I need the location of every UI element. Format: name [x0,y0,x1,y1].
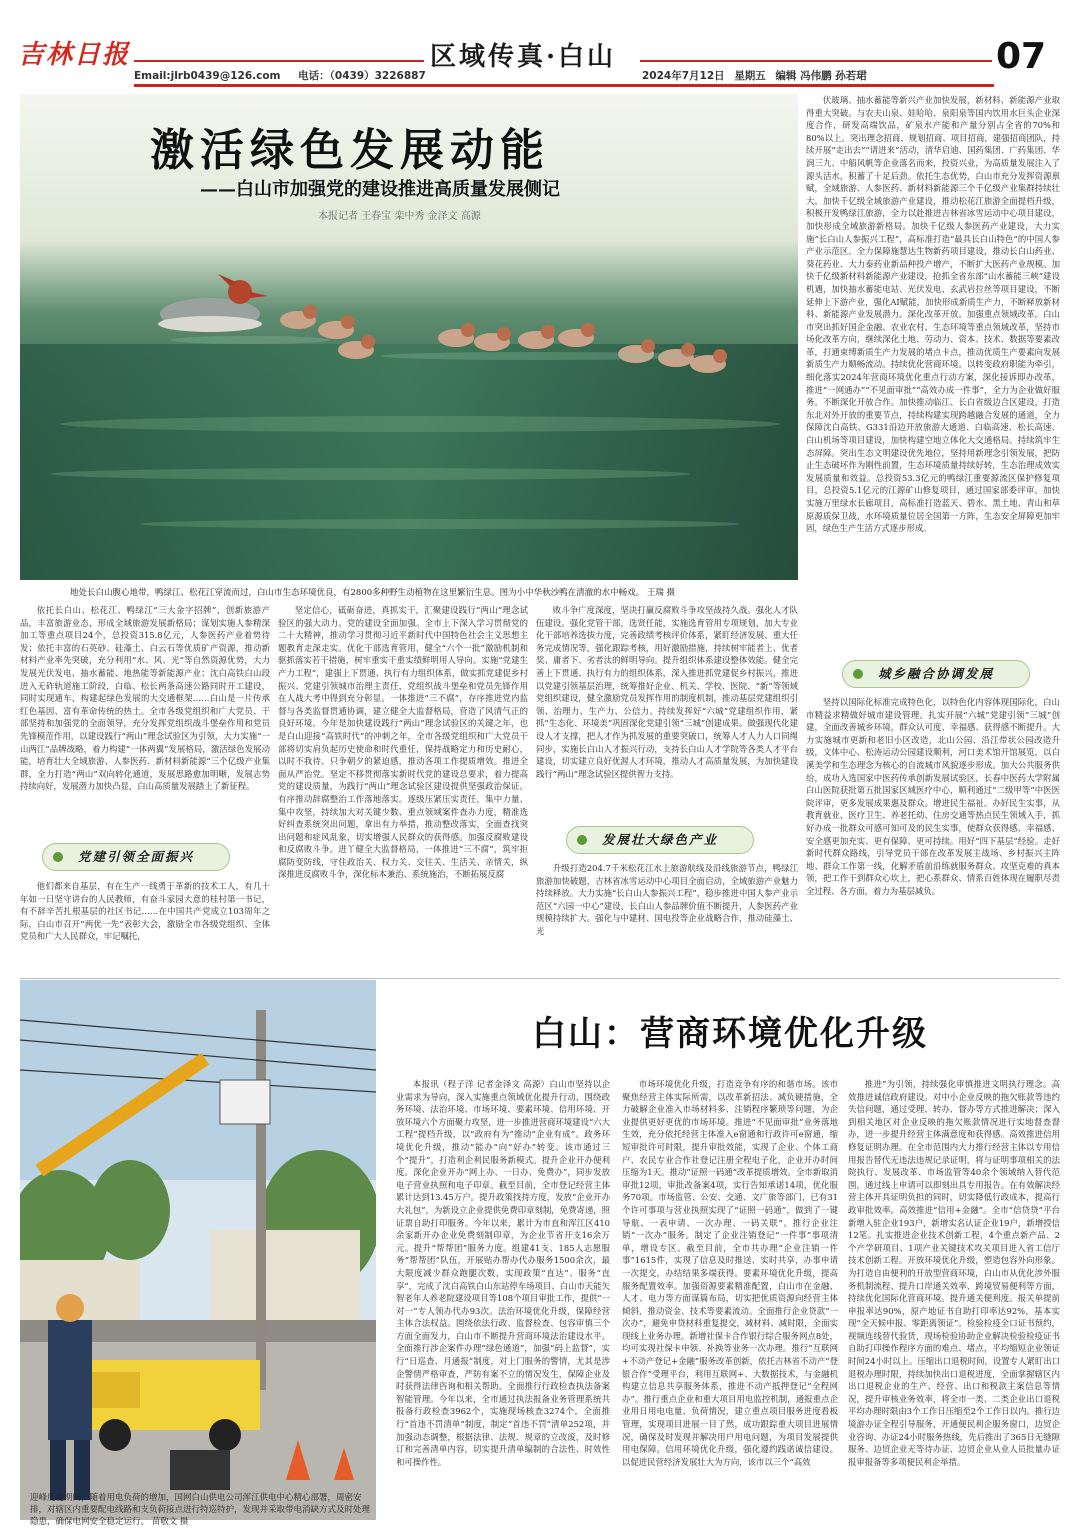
email-text: Email:jlrb0439@126.com [134,70,281,82]
article1-column-4b [806,696,1060,974]
article1-column-1b [20,880,270,972]
masthead-rule-right [640,60,992,62]
editor-text: 编辑 冯伟鹏 孙若珺 [775,70,867,82]
article2-paragraph: 推进”为引领，持续强化审慎推进文明执行理念。高效推进诚信政府建设。对中小企业反映的拖欠账款等违约失信问题，通过受理、转办、督办等方式推进解决；深入到相关地区对企业反映的拖欠账款情况进行实地督查督办，进一步提升经营主体满意度和获得感。高效推进信用修复证明办理。在全市范围内大力推行经营主体以专用信用报告替代无违法违规记录证明，将与证明事项相关的法院执行、发展改革、市场监管等40余个领域纳入替代范围，通过线上申请可以即刻出具专用报告。在有效解决经营主体开具证明负担的同时，切实降低行政成本，提高行政审批效率。高效推进“信用+金融”。全市“信贷贷”平台新增入驻企业193户，新增实名认证企业19户，新增授信12笔。扎实推进企业技术创新工程，4个重点新产品、2个产学研项目、1项产业关键技术攻关项目进入省工信厅技术创新工程。开放环境优化升级，塑造包容外向形象。为打造自由便利的开放型营商环境，白山市从优化涉外服务机制流程、提升口岸通关效率、跨境贸易便利等方面，持续优化国际化营商环境。提升通关便利度。报关单提前申报率达90%，原产地证书自助打印率达92%，基本实现“全天候申报、零距离领证”。检验检疫全口证书预约，视频连线替代验货，现场检验协助企业解决检验检疫证书自助打印操作程序方面的难点、堵点，平均缩短企业领证时间24小时以上。压缩出口退税时间，设置专人紧盯出口退税办理时限，持续加快出口退税进度，全面掌握辖区内出口退税企业的生产、经营、出口和税款主案信息等情况，提升审核业务效率，将全市一类、二类企业出口退税平均办理时限由3个工作日压缩至2个工作日以内。推行边境游办证全程引导服务，开通便民利企服务窗口，边贸企业咨询、办证24小时服务热线，先后推出了365日无缝隙服务、边贸企业无等待办证、边贸企业从业人员批量办证报审报备等多项便民利企举措。 [848,1079,1060,1467]
article2-paragraph: 市场环境优化升级，打造竞争有序的和谐市场。该市聚焦经营主体实际所需，以改革新招法、减负硬措施，全力破解企业准入市场材料多、注销程序繁琐等问题，为企业提供更好更优的市场环境。推进“不见面审批”业务落地生效，充分依托经营主体准入e窗通和行政许可e窗通，缩短审批许可时限，提升审批效能，实现了企业、个体工商户、农民专业合作社登记注册全程电子化，企业开办时间压缩为1天。推动“证照一码通”改革提质增效。全市新取消审批12项，审批改备案4项，实行告知承诺14项，优化服务70项。市场监管、公安、交通、文广旅等部门，已有31个许可事项与营业执照实现了“证照一码通”，做到了一键导航、一表申请、一次办理、一码关联”。推行企业注销“一次办”服务。制定了企业注销登记“一件事”事项清单，增设专区。截至目前，全市共办理“企业注销一件事”1615件，实现了信息及时推送、实时共享，办事申请一次提交，办结结果多端获得。要素环境优化升级，提高服务配置效率。加强资源要素精准配置，白山市在金融、人才、电力等方面谋篇布局，切实把优质资源向经营主体倾斜，推动资金、技术等要素流动。全面推行企业贷款“一次办”，避免申贷材料重复提交，减材料、减时限，全面实现线上业务办理。新增社保卡合作银行综合服务网点8处，均可实现社保卡申领、补换等业务一次办理。推行“互联网+不动产登记+金融”服务改革创新，依托吉林省不动产“登银合作”受理平台，利用互联网+、大数据技术，与金融机构建立信息共享服务体系，推进不动产抵押登记“全程网办”。推行重点企业和重大项目用电监控机制，通报重点企业用日用电电量、负荷情况，建立重点项目服务进度看板管理，实现项目进展一目了然，成功跟踪重大项目进展情况，确保及时发现并解决用户用电问题，为项目发展提供用电保障。信用环境优化升级，强化遵约践诺诚信建设。以促进民营经济发展壮大为方向，该市以三个“高效 [622,1079,838,1467]
power-grid-photo-caption: 迎峰度夏期间，随着用电负荷的增加，国网白山供电公司浑江供电中心精心部署，周密安排，对辖区内重要配电线路和支负荷接点进行特巡特护，发现并采取带电消缺方式及时处理隐患，确保电网安全稳定运行。 苗敬文 摄 [30,1493,371,1527]
section-head-label: 发展壮大绿色产业 [601,832,718,847]
section-head-green-industry [566,826,754,854]
article1-paragraph: 伏玻璃、抽水蓄能等新兴产业加快发展，新材料、新能源产业取得重大突破。与农夫山泉、娃哈哈、泉阳泉等国内饮用水巨头企业深度合作，研发高端饮品，矿泉水产能和产量分别占全省的70%和80%以上。突出理念招商、规划招商、项目招商，建强招商团队，持续开展“走出去”“请进来”活动，清华启迪、国药集团、广药集团、华润三九、中船风帆等企业落名而来，投资兴业，为高质量发展注入了源头活水，积蓄了十足后劲。依托生态优势，白山市充分发挥资源禀赋，全域旅游、人参医药、新材料新能源三个千亿级产业集群持续壮大。加快千亿级全域旅游产业建设，推动松花江旅游全面提档升级，积极开发鸭绿江旅游，全力以赴推进吉林省冰雪运动中心项目建设，加快形成全域旅游新格局。加快千亿级人参医药产业建设，大力实施“长白山人参振兴工程”，高标准打造“最具长白山特色”的中国人参产业示范区。全力保障施慧达生物新药项目建设，推动长白山药业、葵花药业、大力泰药业新品种投产增产，不断扩大医药产业规模。加快千亿级新材料新能源产业建设，抢抓全省东部“山水蓄能三峡”建设机遇，加快抽水蓄能电站、光伏发电、玄武岩拉丝等项目建设，不断延伸上下游产业，强化AI赋能，加快形成新质生产力，不断释放新材料、新能源产业发展潜力。深化改革开放。加强重点领域改革。白山市突出抓好国企金融、农业农村、生态环境等重点领域改革，坚持市场化改革方向，继续深化土地、劳动力、资本、技术、数据等要素改革，打通束缚新质生产力发展的堵点卡点，推动优质生产要素向发展新质生产力顺畅流动。持续优化营商环境。以转变政府职能为牵引，细化落实2024年营商环境优化重点行动方案，深化接诉即办改革，推进“一网通办”“不见面审批”“高效办成一件事”，全力为企业做好服务。不断深化开放合作。加快推动临江、长白省级边合区建设，打造东北对外开放的重要节点，持续构建实现跨越融合发展的通道，全力保障沈白高铁、G331沿边开放旅游大通道、白临高速、松长高速、白山机场等项目建设，加快构建空地立体化大交通格局。持续筑牢生态屏障。突出生态文明建设优先地位，坚持用新理念引领发展，把防止生态破坏作为刚性前置，生态环境质量持续好转，生态治理成效实发展质量和效益。总投资53.3亿元的鸭绿江重要源流区保护修复项目，总投资5.1亿元的江源矿山修复项目，通过国家部委评审。加快实施万里绿水长廊项目，高标准打造蓝天、碧水、黑土地、青山和草原源质保卫战，水环境质量位居全国第一方阵，生态安全屏障更加牢固，绿色生产生活方式逐步形成。 [806,95,1060,534]
masthead [0,0,1080,92]
article1-paragraph: 败斗争广度深度，坚决打赢反腐败斗争攻坚战持久战。强化人才队伍建设。强化党管干部，选贤任能，实施选育管用专项规划，加大专业化干部培养选拔力度，完善政绩考核评价体系，紧盯经济发展、重大任务完成情况等，强化跟踪考核，用好激励措施，持续树牢能者上、优者奖、庸者下、劣者汰的鲜明导向。提升组织体系建设整体效能。健全完善上下贯通、执行有力的组织体系，深入推进抓党建促乡村振兴，推进以党建引领基层治理，统筹推好企业、机关、学校、医院、“新”等领域党组织建设，健全激励党员发挥作用的制度机制，推动基层党建组织引领、治理力、生产力、公信力。持续发挥好“六城”党建组织作用，紧抓“生态化、环境美”巩固深化党建引领“三城”创建成果。做强现代化建设人才支撑，把人才作为抓发展的重要突破口，统筹人才人力人口同绳同步，实施长白山人才振兴行动，支持长白山人才学院等各类人才平台建设，切实建立良好优渥人才环境，推动人才高质量发展，为加快建设践行“两山”理念试验区提供智力支持。 [536,605,798,779]
article1-paragraph: 他们都来自基层，有在生产一线勇于革新的技术工人，有几十年如一日坚守讲台的人民教师，有奋斗家园大意的桂村第一书记，有不辞辛苦扎根基层的社区书记……在中国共产党成立103周年之际，白山市召开“两优一先”表彰大会，激励全市各级党组织、全体党员和广大人民群众，牢记嘱托， [20,881,270,942]
article2-column-2 [622,1078,838,1520]
section-title: 区域传真·白山 [430,42,617,72]
article1-paragraph: 坚持以国际化标准完成特色化，以特色化内容体现国际化，白山市精益求精做好城市建设管理。扎实开展“六城”党建引领“三城”创建，全面改善城乡环境，群众认可度、幸福感、获得感不断提升。大力实施城市更新和老旧小区改造，北山公园、沿江带状公园改造升级，文体中心、松涛运动公园建设顺利，河口美术馆开馆展览，以白溪美学和生态理念为核心的自流城市风貌逐步形成。加大公共服务供给，成功入选国家中医药传承创新发展试验区，长春中医药大学附属白山医院获批第五批国家区域医疗中心，顺利通过“二级甲等”中医医院评审，更多发展成果惠及群众。增进民生福祉。办好民生实事，从教育就业、医疗卫生、养老托幼、住房交通等热点民生领域入手，抓好办成一批群众可感可知可及的民生实事，使群众获得感、幸福感、安全感更加充实、更有保障、更可持续。用好“四下基层”经验。走好新时代群众路线，引导党员干部在改革发展主战场、乡村振兴主阵地、群众工作第一线，化解矛盾前沿练就服务群众、攻坚克难的真本领，把工作干到群众心坎上，把心系群众、情系百姓体现在履职尽责全过程、各方面，着力为基层减负。 [806,697,1060,896]
article1-column-3 [536,604,798,818]
weekday-text: 星期五 [734,70,766,82]
article2-paragraph: 本报讯（程子洋 记者金泽文 高源）白山市坚持以企业需求为导向，深入实施重点领域优化提升行动，围绕政务环境、法治环境、市场环境、要素环境、信用环境、开放环境六个方面聚力攻坚，进一步推进营商环境建设“六大工程”提档升级，以“政府有为”推动“企业有成”。政务环境优化升级，推动“能办”向“好办”转变。该市通过三个“提升”，打造利企利民服务新模式。提升企业开办便利度。深化企业开办“网上办、一日办、免费办”，同步发放电子营业执照和电子印章。截至目前，全市登记经营主体累计达到13.45万户。提升政策找持方度，发放“企业开办大礼包”，为新设立企业提供免费印章刻制，免费寄递，照证票自助打印服务。今年以来，累计为市直和浑江区410余家新开办企业免费刻制印章，为企业节省开支16余万元。提升“帮帮团”服务力度。组建41支、185人志愿服务“帮帮团”队伍，开展贴办帮办代办服务1500余次，最大限度减少群众跑腿次数，实现政策“直达”、服务“直享”，完成了沈白高铁白山东站停车场项目、白山市天能矢智老年人养老院建设项目等108个项目审批工作，提供“一对一”专人领办代办93次。法治环境优化升级，保障经营主体合法权益。围绕依法行政、监督检查、包容审慎三个方面全面发力，白山市不断提升营商环境法治建设水平。全面推行涉企案件办理“绿色通道”，加强“码上监督”，实行“日巡查、月通报”制度，对上门服务的警情，尤其是涉企警情严格审查，严防有案不立的情况发生，保障企业及时获得法律咨询和相关帮助。全面推行行政检查执法备案智能管理。今年以来，全市通过执法报备业务管理系统共报备行政检查3962个，实施现场核查3274个。全面推行“首违不罚清单”制度，制定“首违不罚”清单252项，并加强动态调整，根据法律、法规、规章的立改废，及时修订和完善清单内容，切实提升清单编制的合法性、时效性和可操作性。 [396,1079,610,1467]
power-grid-photo-illustration [20,980,376,1520]
article1-paragraph: 依托长白山、松花江、鸭绿江“三大金字招牌”，创新旅游产品，丰富旅游业态，形成全域旅游发展新格局；谋划实施人参精深加工等重点项目24个，总投资315.8亿元，人参医药产业着势待发；依托丰富的石英砂、硅藻土、白云石等优质矿产资源，推动新材料产业率先突破，充分利用“水、风、光”等自然资源优势，大力发展光伏发电、抽水蓄能、地热能等新能源产业；沈白高铁白山段进入无砟轨道施工阶段，白临、松长两条高速公路同时开工建设，同时实现通车，构建起绿色发展的大交通框架……白山是一片传承红色基因、富有革命传统的热土。全市各级党组织和广大党员、干部坚持和加强党的全面领导，充分发挥党组织战斗堡垒作用和党员先锋模范作用，以建设践行“两山”理念试验区为引领，大力实施“一山两江”品牌战略，着力构建“一体两翼”发展格局，激活绿色发展动能，培育壮大全域旅游、人参医药、新材料新能源“三个亿级产业集群，全力打造“两山”双向转化通道，发展思路愈加明晰，发展志势持续向好，发展潜力加快凸显，白山高质量发展踏上了新征程。 [20,605,270,792]
article2-headline: 白山：营商环境优化升级 [532,1014,928,1054]
section-head-label: 党建引领全面振兴 [77,849,194,864]
article1-headline: 激活绿色发展动能 [150,125,550,176]
section-head-party-building [42,843,230,871]
article1-column-1 [20,604,270,832]
section-head-label: 城乡融合协调发展 [877,666,994,681]
article1-paragraph: 坚定信心，砥砺奋进，真抓实干，汇聚建设践行“两山”理念试验区的强大动力。党的建设全面加强。全市上下深入学习贯彻党的二十大精神，推动学习贯彻习近平新时代中国特色社会主义思想主题教育走深走实。优化干部选育管用，健全“六个一批”激励机制和驱抓落实若干措施，树牢重实干重实绩鲜明用人导向。实施“党建生产力工程”，建强上下贯通、执行有力组织体系，做实抓党建促乡村振兴、党建引领城市治理主责任，党组织战斗堡垒和党员先锋作用在人战大考中得到充分彰显。一体推进“三不腐”，存序推进党内监督与各类监督贯通协调，建立健全大监督格局，营造了风清气正的良好环境。今年是加快建设践行“两山”理念试验区的关键之年，也是白山迎接“高铁时代”的冲刺之年，全市各级党组织和广大党员干部将切实肩负起历史使命和时代重任，保持战略定力和历史耐心，以时不我待、只争朝夕的紧迫感，推动各项工作提质增效。推进全面从严治党。坚定不移贯彻落实新时代党的建设总要求，着力提高党的建设质量，为践行“两山”理念试验区建设提供坚强政治保证。有序推动辞腐整治工作落地落实。逐级压紧压实责任，集中力量、集中攻坚，持续加大对关键少数、重点领域案件查办力度，精准选好纠查系统突出问题，拿出有力举措，推动整改落实，全面查找突出问题和症风乱象，切实增强人民群众的获得感。加强反腐败建设和反腐败斗争。进丫健全大监督格局，一体推进“三不腐”，筑牢拒腐防变防线，守住政治关、权力关、交往关、生活关、亲情关，纵深推进反腐败斗争，深化标本兼治、系统施治，不断拓展反腐 [278,605,528,880]
hero-photo-caption: 地处长白山腹心地带，鸭绿江、松花江穿流而过，白山市生态环境优良，有2800多种野生动植物在这里繁衍生息。图为小中华秋沙鸭在清澈的水中畅戏。 王瑞 摄 [70,588,676,598]
article1-column-2 [278,604,528,974]
article1-subheadline: ——白山市加强党的建设推进高质量发展侧记 [200,179,560,200]
section-head-urban-rural [842,660,1030,688]
article1-byline: 本报记者 王春宝 栾中秀 金泽文 高源 [318,211,481,222]
power-grid-photo [20,980,376,1520]
article2-column-3 [848,1078,1060,1520]
masthead-rule-left [134,60,424,62]
dateline [642,68,873,83]
masthead-rule [134,84,994,87]
contact-info [134,68,440,83]
section-divider [20,978,1060,979]
article1-column-4 [806,94,1060,654]
date-text: 2024年7月12日 [642,70,725,82]
article1-column-3b [536,862,798,974]
newspaper-logo: 吉林日报 [18,40,131,70]
article2-column-1 [396,1078,610,1520]
page-number: 07 [996,36,1047,77]
article1-paragraph: 升级打造204.7千米松花江水上旅游航线及沿线旅游节点，鸭绿江旅游加快破题，吉林省冰雪运动中心项目全面启动，全域旅游产业魅力持续释放。大力实施“长白山人参振兴工程”，稳步推进中国人参产业示范区“六园一中心”建设，长白山人参品牌价值不断提升，人参医药产业规模持续扩大。强化与中建材、国电投等企业战略合作，推动硅藻土、光 [536,863,798,936]
phone-text: 电话：（0439）3226887 [298,70,426,82]
